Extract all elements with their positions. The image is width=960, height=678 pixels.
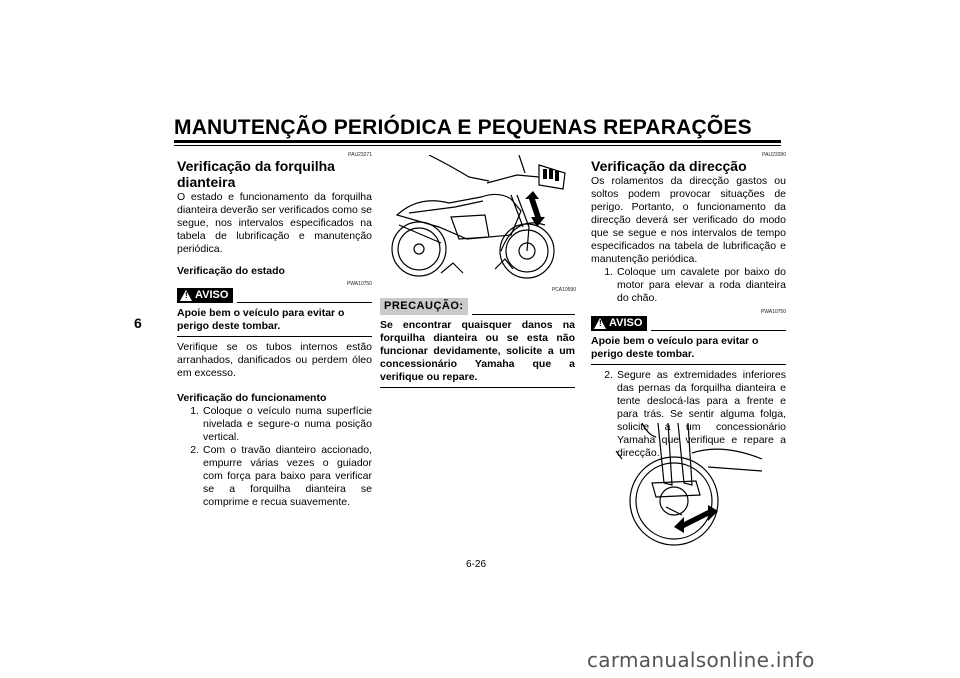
caution-label: PRECAUÇÃO: xyxy=(380,298,468,315)
warning-badge xyxy=(177,288,233,303)
list-number: 2. xyxy=(190,444,199,456)
list-number: 1. xyxy=(604,266,613,278)
chapter-tab: 6 xyxy=(134,315,142,331)
warning-badge xyxy=(591,316,647,331)
condition-paragraph: Verifique se os tubos internos estão arranhados, danificados ou perdem óleo em excesso. xyxy=(177,341,372,379)
column-right xyxy=(591,152,786,460)
list-number: 1. xyxy=(190,405,199,417)
warning-header xyxy=(591,316,786,331)
list-text: Coloque um cavalete por baixo do motor para elevar a roda dianteira do chão. xyxy=(617,266,786,304)
front-fork-illustration xyxy=(612,423,764,547)
warning-rule xyxy=(237,302,372,303)
list-item xyxy=(177,444,372,509)
watermark-text: carmanualsonline.info xyxy=(587,648,815,672)
header-rule-thick xyxy=(174,140,781,143)
warning-label: AVISO xyxy=(609,317,643,329)
list-item xyxy=(177,405,372,444)
motorcycle-illustration xyxy=(389,155,577,287)
list-text: Com o travão dianteiro accionado, empurre várias vezes o guiador com força para baixo para verificar se a forquilha dianteira se comprime e recua suavemente. xyxy=(203,444,372,508)
warning-code: PWA10750 xyxy=(760,309,786,315)
column-left xyxy=(177,152,372,509)
page-header-title: MANUTENÇÃO PERIÓDICA E PEQUENAS REPARAÇÕES xyxy=(174,116,752,139)
section-intro: O estado e funcionamento da forquilha dianteira deverão ser verificados como se segue, nos intervalos especificados na tabela de lubrificação e manutenção periódica. xyxy=(177,191,372,255)
subheading-operation: Verificação do funcionamento xyxy=(177,392,327,404)
list-text: Coloque o veículo numa superfície nivelada e segure-o numa posição vertical. xyxy=(203,405,372,443)
warning-triangle-icon: ! xyxy=(594,318,606,329)
page-number: 6-26 xyxy=(466,559,487,570)
section-heading: Verificação da direcção xyxy=(591,158,747,174)
section-code: PAU23280 xyxy=(762,152,786,158)
warning-rule xyxy=(651,330,786,331)
warning-text: Apoie bem o veículo para evitar o perigo deste tombar. xyxy=(591,335,786,365)
caution-header xyxy=(380,298,575,315)
caution-rule xyxy=(472,314,575,315)
list-item xyxy=(591,266,786,305)
subheading-condition: Verificação do estado xyxy=(177,265,285,277)
section-intro: Os rolamentos da direcção gastos ou soltos podem provocar situações de perigo. Portanto, o funcionamento da direcção deverá ser verificado do modo que se segue e nos intervalos de tempo especificados na tabela de lubrificação e manutenção periódica. xyxy=(591,175,786,265)
caution-text: Se encontrar quaisquer danos na forquilha dianteira ou se esta não funcionar devidamente, solicite a um concessionário Yamaha que a verifique ou repare. xyxy=(380,319,575,388)
warning-code: PWA10750 xyxy=(346,281,372,287)
section-code: PAU23271 xyxy=(348,152,372,158)
column-middle xyxy=(380,294,575,388)
warning-text: Apoie bem o veículo para evitar o perigo deste tombar. xyxy=(177,307,372,337)
list-text: Segure as extremidades inferiores das pernas da forquilha dianteira e tente deslocá-las para a frente e para trás. Se sentir alguma folga, solicite a um concessionário Yamaha que verifique e repare a direcção. xyxy=(617,369,786,459)
section-heading: Verificação da forquilha dianteira xyxy=(177,158,335,190)
header-rule-thin xyxy=(174,145,781,146)
warning-header xyxy=(177,288,372,303)
list-number: 2. xyxy=(604,369,613,381)
warning-label: AVISO xyxy=(195,289,229,301)
caution-code: PCA10590 xyxy=(551,287,576,293)
warning-triangle-icon: ! xyxy=(180,290,192,301)
